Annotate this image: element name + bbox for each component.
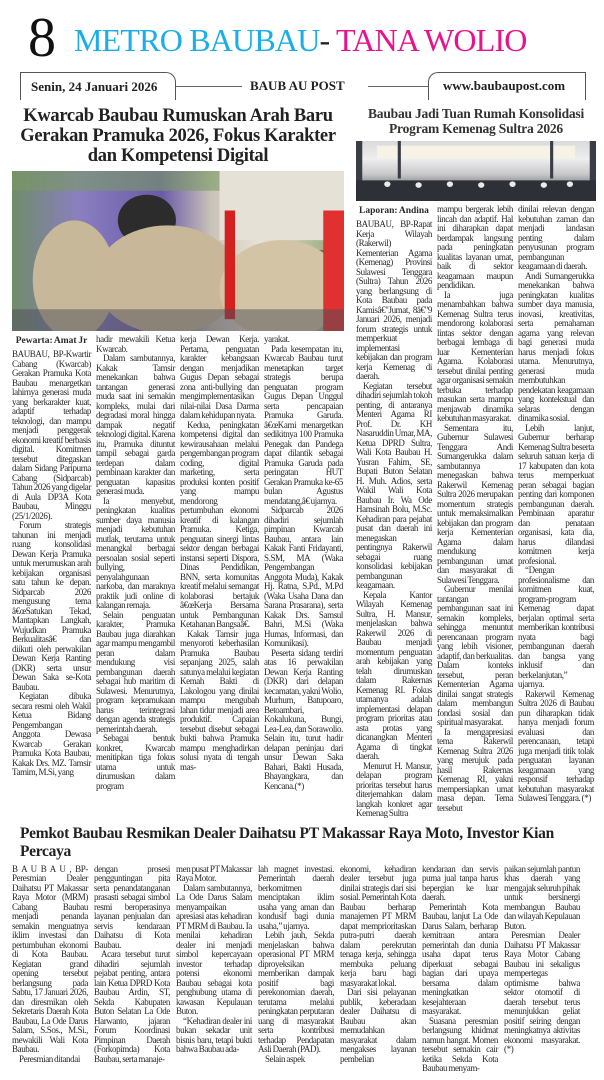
paragraph: BAUBAU, BP-Rapat Kerja Wilayah (Rakerwil) Kementerian Agama (Kemenag) Provinsi Sulawesi Tenggara (Sultra) Tahun 2026 yang berlangsung di Kota Baubau pada Kamisâ€"Jumat, 8â€"9 Januari 2026, menjadi forum strategis untuk memperkuat implementasi kebijakan dan program kerja Kemenag di daerah. <box>356 219 432 381</box>
paragraph: ekonomi, kehadiran dealer tersebut juga dinilai strategis dari sisi sosial. Pemerintah Kota Baubau berharap manajemen PT MRM dapat memprioritaskan putra-putri daerah dalam perekrutan tenaga kerja, sehingga membuka peluang kerja baru bagi masyarakat lokal. <box>340 863 416 988</box>
masthead <box>74 20 527 66</box>
paragraph: Kegiatan tersebut dihadiri sejumlah tokoh penting, di antaranya Menteri Agama RI Prof. Dr. KH Nasaruddin Umar, MA, Ketua DPRD Sultra, Wali Kota Baubau H. Yusran Fahim, SE, Bupati Buton Selatan H. Muh. Adios, serta Wakil Wali Kota Baubau Ir. Wa Ode Hamsinah Bolu, M.Sc. Kehadiran para pejabat pusat dan daerah ini menegaskan pentingnya Rakerwil sebagai ruang konsolidasi kebijakan pembangunan keagamaan. <box>356 380 432 590</box>
paragraph: Ia mengapresiasi tema Rakerwil Kemenag Sultra 2026 yang merujuk pada hasil Rakernas Kemenag RI, yakni mempersiapkan umat masa depan. Tema tersebut <box>437 726 513 813</box>
paragraph: paikan sejumlah pantun khas daerah yang mengajak seluruh pihak untuk bersinergi membangun Baubau dan wilayah Kepulauan Buton. <box>504 863 580 931</box>
paragraph: Acara tersebut turut dihadiri sejumlah pejabat penting, antara lain Ketua DPRD Kota Baubau Ardin, ST, Sekda Kabupaten Buton Selatan La Ode Harwanto, jajaran Forum Koordinasi Pimpinan Daerah (Forkopimda) Kota Baubau, serta manaje- <box>94 949 170 1064</box>
bottom-article-col-5 <box>340 865 416 1065</box>
paragraph: Pemerintah Kota Baubau, lanjut La Ode Darus Salam, berharap kemitraan antara pemerintah dan dunia usaha dapat terus diperkuat sebagai bagian dari upaya bersama dalam meningkatkan kesejahteraan masyarakat. <box>422 901 498 1016</box>
paragraph: Selain penguatan karakter, Pramuka Baubau juga diarahkan agar mampu mengambil peran dalam mendukung visi pembangunan daerah sebagai hub maritim di Sulawesi. Menurutnya, program kepramukaan harus terintegrasi dengan agenda strategis pemerintah daerah. <box>96 609 175 734</box>
masthead-row <box>12 7 596 69</box>
paragraph: Lebih jauh, Sekda menjelaskan bahwa operasional PT MRM diproyeksikan memberikan dampak positif bagi perekonomian daerah, terutama melalui peningkatan perputaran uang di masyarakat serta kontribusi terhadap Pendapatan Asli Daerah (PAD). <box>258 930 334 1054</box>
paragraph: Kepala Kantor Wilayah Kemenag Sultra, H. Mansur, menjelaskan bahwa Rakerwil 2026 di Baubau menjadi momentum penguatan arah kebijakan yang telah dirumuskan dalam Rakernas Kemenag RI. Fokus utamanya adalah implementasi delapan program prioritas atau asta protas yang dicanangkan Menteri Agama di tingkat daerah. <box>356 589 432 761</box>
divider <box>176 86 242 87</box>
right-article-col-1 <box>356 205 432 819</box>
date-bar <box>20 72 586 102</box>
paragraph: hadir mewakili Ketua Kwarcab. <box>96 334 175 354</box>
left-article-col-4 <box>264 335 343 791</box>
photo-credit: Pewarta: Amat Jr <box>15 336 88 346</box>
paragraph: Sebagai bentuk konkret, Kwarcab menitipkan tiga fokus utama untuk dirumuskan dalam program <box>96 733 175 791</box>
paper-name: BAUB AU POST <box>250 78 345 93</box>
page-number: 8 <box>28 7 56 69</box>
pramuka-columns <box>12 335 344 791</box>
paragraph: Sementara itu, Gubernur Sulawesi Tenggara Andi Sumangerukka dalam sambutannya menegaskan bahwa Rakerwil Kemenag Sultra 2026 merupakan momentum strategis untuk memaksimalkan kebijakan dan program kerja Kementerian Agama dalam mendukung pembangunan umat dan masyarakat di Sulawesi Tenggara. <box>437 422 513 585</box>
paragraph: Peserta sidang terdiri atas 16 perwakilan Dewan Kerja Ranting (DKR) dari delapan kecamatan, yakni Wolio, Murhum, Batupoaro, Betoambari, Kokalukuna, Bungi, Lea-Lea, dan Sorawolio. Selain itu, turut hadir delapan peninjau dari unsur Dewan Saka Bahari, Bakti Husada, Bhayangkara, dan Kencana.(*) <box>264 647 343 791</box>
masthead-tana-wolio: TANA WOLIO <box>336 22 527 58</box>
paragraph: lah magnet investasi. Pemerintah daerah berkomitmen menciptakan iklim usaha yang aman dan kondusif bagi dunia usaha,” ujarnya. <box>258 863 334 931</box>
masthead-separator: - <box>319 22 330 58</box>
paragraph: yarakat. <box>264 334 290 344</box>
website-url[interactable]: www.baubaupost.com <box>428 72 586 100</box>
paragraph: Selain aspek <box>265 1053 305 1064</box>
paragraph: Pada kesempatan itu, Kwarcab Baubau turut menetapkan target strategis berupa penguatan program Gugus Depan Unggul serta pencapaian Pramuka Garuda. â€œKami menargetkan sedikitnya 100 Pramuka Penegak dan Pandega dapat dilantik sebagai Pramuka Garuda pada peringatan HUT Gerakan Pramuka ke-65 bulan Agustus mendatang,â€ ujarnya. <box>264 343 343 506</box>
left-article-col-2 <box>96 335 175 791</box>
bottom-article-col-2 <box>94 865 170 1065</box>
reporter-credit: Laporan: Andina <box>359 206 429 216</box>
paragraph: Dalam sambutannya, La Ode Darus Salam menyampaikan apresiasi atas kehadiran PT MRM di Baubau. Ia menilai kehadiran dealer ini menjadi simbol kepercayaan investor terhadap potensi ekonomi Baubau sebagai kota penghubung utama di kawasan Kepulauan Buton. <box>176 882 252 1016</box>
paragraph: mampu bergerak lebih lincah dan adaptif. Hal ini diharapkan dapat berdampak langsung pada peningkatan kualitas layanan umat, baik di sektor keagamaan maupun pendidikan. <box>437 204 513 290</box>
bottom-article-col-6 <box>422 865 498 1074</box>
headline-kemenag: Baubau Jadi Tuan Rumah Konsolidasi Program Kemenag Sultra 2026 <box>367 106 585 136</box>
paragraph: Gubernur menilai tantangan pembangunan saat ini semakin kompleks, sehingga menuntut perencanaan program yang lebih visioner, adaptif, dan berkualitas. Dalam konteks tersebut, peran Kementerian Agama dinilai sangat strategis dalam membangun fondasi sosial dan spiritual masyarakat. <box>437 584 513 727</box>
paragraph: Dalam sambutannya, Kakak Tamsir menekankan bahwa tantangan generasi muda saat ini semakin kompleks, mulai dari degradasi moral hingga dampak negatif teknologi digital. Karena itu, Pramuka dituntut tampil sebagai garda terdepan dalam pembinaan karakter dan penguatan kapasitas generasi muda. <box>96 353 175 496</box>
paragraph: Sidparcab 2026 dihadiri sejumlah pimpinan Kwarcab Baubau, antara lain Kakak Fanti Fridayanti, S.SM, MA (Waka Pengembangan Anggota Muda), Kakak Hj. Ratna, S.Pd., M.Pd (Waka Usaha Dana dan Sarana Prasarana), serta Kakak Drs. Samsul Bahri, M.Si (Waka Humas, Informasi, dan Komunikasi). <box>264 505 343 648</box>
bottom-article-col-1 <box>12 865 88 1065</box>
paragraph: Rakerwil Kemenag Sultra 2026 di Baubau pun diharapkan tidak hanya menjadi forum evaluasi dan perencanaan, tetapi juga menjadi titik tolak penguatan layanan keagamaan yang responsif terhadap kebutuhan masyarakat Sulawesi Tenggara. (*) <box>518 688 594 803</box>
headline-daihatsu: Pemkot Baubau Resmikan Dealer Daihatsu PT Makassar Raya Moto, Investor Kian Percaya <box>20 824 554 860</box>
paragraph: Lebih lanjut, Gubernur berharap Kemenag Sultra beserta seluruh satuan kerja di 17 kabupaten dan kota terus memperkuat peran sebagai bagian penting dari komponen pembangunan daerah. Pembinaan aparatur dan penataan organisasi, kata dia, harus dilandasi komitmen kerja profesional. <box>518 422 594 566</box>
masthead-metro-baubau: METRO BAUBAU <box>74 22 320 58</box>
paragraph: kendaraan dan servis purna jual tanpa harus bepergian ke luar daerah. <box>422 863 498 902</box>
issue-date: Senin, 24 Januari 2026 <box>20 72 176 100</box>
kemenag-article <box>356 106 596 819</box>
paragraph: dinilai relevan dengan kebutuhan zaman dan menjadi landasan penting dalam penyusunan program pembangunan keagamaan di daerah. <box>518 204 594 271</box>
headline-pramuka: Kwarcab Baubau Rumuskan Arah Baru Gerakan Pramuka 2026, Fokus Karakter dan Kompetensi Digital <box>20 106 336 166</box>
left-article-col-3 <box>180 335 259 772</box>
bottom-article-col-7 <box>504 865 580 1055</box>
paragraph: “Kehadiran dealer ini bukan sekadar unit bisnis baru, tetapi bukti bahwa Baubau ada- <box>176 1015 252 1054</box>
paragraph: B A U B A U , BP-Peresmian Dealer Daihatsu PT Makassar Raya Motor (MRM) Cabang Baubau menjadi penanda semakin menguatnya iklim investasi dan pertumbuhan ekonomi di Kota Baubau. Kegiatan grand opening tersebut berlangsung pada Sabtu, 17 Januari 2026, dan diresmikan oleh Sekretaris Daerah Kota Baubau, La Ode Darus Salam, S.Sos., M.Si., mewakili Wali Kota Baubau. <box>12 863 88 1054</box>
right-article-col-2 <box>437 205 513 813</box>
paragraph: men pusat PT Makassar Raya Motor. <box>176 863 252 883</box>
daihatsu-columns <box>12 865 596 1074</box>
paragraph: Peresmian Dealer Daihatsu PT Makassar Raya Motor Cabang Baubau ini sekaligus mempertegas optimisme bahwa sektor otomotif di daerah tersebut terus menunjukkan geliat positif seiring dengan meningkatnya aktivitas ekonomi masyarakat.(*) <box>504 930 580 1054</box>
paragraph: Peresmian ditandai <box>19 1053 80 1064</box>
paragraph: Menurut H. Mansur, delapan program prioritas tersebut harus diterjemahkan dalam langkah konkret agar Kemenag Sultra <box>356 760 432 818</box>
right-article-col-3 <box>518 205 594 804</box>
paragraph: Kakak Tamsir juga menyoroti keberhasilan Pramuka Baubau sepanjang 2025, salah satunya melalui kegiatan Kemah Bakti di Lakologou yang dinilai mampu mengubah lahan tidur menjadi area produktif. Capaian tersebut disebut sebagai bukti bahwa Pramuka mampu menghadirkan solusi nyata di tengah mas- <box>180 628 259 772</box>
top-articles <box>12 106 596 819</box>
bottom-article-col-3 <box>176 865 252 1055</box>
paragraph: Ia juga menambahkan bahwa Kemenag Sultra terus mendorong kolaborasi lintas sektor dengan berbagai lembaga di luar Kementerian Agama. Kolaborasi tersebut dinilai penting agar organisasi semakin terbuka terhadap masukan serta mampu menjawab dinamika kebutuhan masyarakat. <box>437 289 513 423</box>
pramuka-article <box>12 106 344 791</box>
paragraph: Forum strategis tahunan ini menjadi ruang konsolidasi Dewan Kerja Pramuka untuk merumuskan arah kebijakan organisasi satu tahun ke depan. Sidparcab 2026 mengusung tema â€œSatukan Tekad, Mantapkan Langkah, Wujudkan Pramuka Berkualitasâ€ dan diikuti oleh perwakilan Dewan Kerja Ranting (DKR) serta unsur Dewan Saka se-Kota Baubau. <box>12 520 91 692</box>
paragraph: kerja Dewan Kerja. Pertama, penguatan karakter kebangsaan dengan menjadikan Gugus Depan sebagai zona anti-bullying dan mengimplementasikan nilai-nilai Dasa Darma dalam kehidupan nyata. <box>180 334 259 420</box>
paragraph: Kegiatan dibuka secara resmi oleh Wakil Ketua Bidang Pengembangan Anggota Dewasa Kwarcab Gerakan Pramuka Kota Baubau, Kakak Drs. MZ. Tamsir Tamim, M.Si, yang <box>12 691 91 777</box>
kemenag-columns <box>356 205 596 819</box>
paragraph: Ia menyebut, peningkatan kualitas sumber daya manusia menjadi kebutuhan mutlak, terutama untuk menangkal berbagai persoalan sosial seperti bullying, penyalahgunaan narkoba, dan maraknya praktik judi online di kalangan remaja. <box>96 495 175 610</box>
paragraph: BAUBAU, BP-Kwartir Cabang (Kwarcab) Gerakan Pramuka Kota Baubau menargetkan lahirnya generasi muda yang berkarakter kuat, adaptif terhadap teknologi, dan mampu menjadi penggerak ekonomi kreatif berbasis digital. Komitmen tersebut ditegaskan dalam Sidang Paripurna Cabang (Sidparcab) Tahun 2026 yang digelar di Aula DP3A Kota Baubau, Minggu (25/1/2026). <box>12 349 91 521</box>
pramuka-photo <box>12 171 344 331</box>
kemenag-meeting-photo <box>356 141 596 201</box>
divider <box>368 86 428 87</box>
paragraph: Dari sisi pelayanan publik, keberadaan dealer Daihatsu di Baubau akan memudahkan masyarakat dalam mengakses layanan pembelian <box>340 987 416 1064</box>
paragraph: Suasana peresmian berlangsung khidmat namun hangat. Momen tersebut semakin cair ketika Sekda Kota Baubau menyam- <box>422 1015 498 1073</box>
bottom-article-col-4 <box>258 865 334 1065</box>
left-article-col-1 <box>12 335 91 778</box>
paragraph: “Dengan profesionalisme dan komitmen kuat, program-program Kemenag dapat berjalan optimal serta memberikan kontribusi nyata bagi pembangunan daerah dan bangsa yang inklusif dan berkelanjutan,” ujarnya. <box>518 565 594 689</box>
paragraph: dengan prosesi pengguntingan pita serta penandatanganan prasasti sebagai simbol resmi beroperasinya layanan penjualan dan servis kendaraan Daihatsu di Kota Baubau. <box>94 863 170 950</box>
paragraph: Andi Sumangerukka menekankan bahwa peningkatan kualitas sumber daya manusia, inovasi, kreativitas, serta pemahaman agama yang relevan bagi generasi muda harus menjadi fokus utama. Menurutnya, generasi muda membutuhkan pendekatan keagamaan yang kontekstual dan selaras dengan dinamika sosial. <box>518 270 594 423</box>
paragraph: Kedua, peningkatan kompetensi digital dan kewirausahaan melalui pengembangan program coding, digital marketing, serta produksi konten positif yang mampu mendorong pertumbuhan ekonomi kreatif di kalangan Pramuka. Ketiga, penguatan sinergi lintas sektor dengan berbagai instansi seperti Dispora, Dinas Pendidikan, BNN, serta komunitas kreatif melalui semangat kolaborasi bertajuk â€œKerja Bersama untuk Pembangunan Ketahanan Bangsaâ€. <box>180 419 259 629</box>
